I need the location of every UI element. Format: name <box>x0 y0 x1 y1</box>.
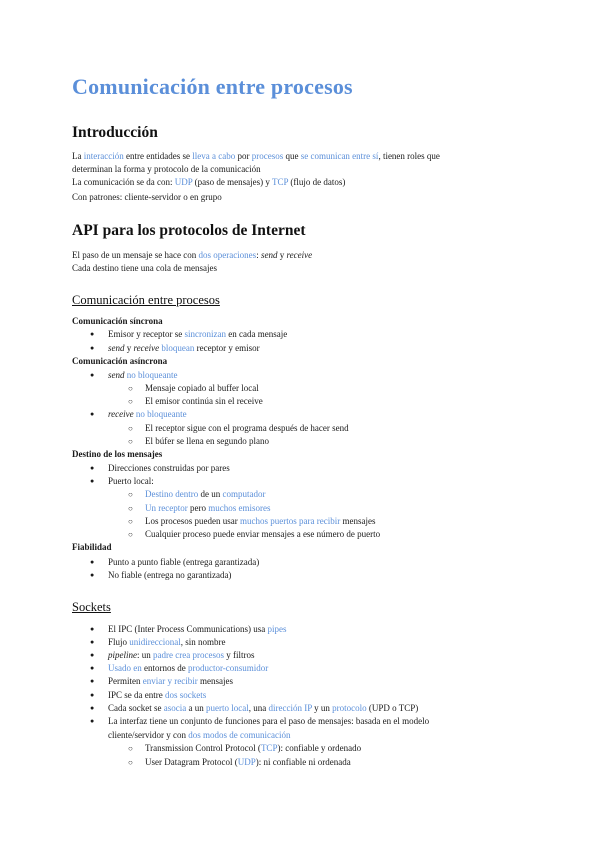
list-subitem: ○ El búfer se llena en segundo plano <box>145 435 269 448</box>
intro-line-1: La interacción entre entidades se lleva a cabo por procesos que se comunican entre sí, tienen roles que <box>72 151 440 161</box>
list-subitem: ○ Cualquier proceso puede enviar mensajes a ese número de puerto <box>145 528 380 541</box>
heading-sockets: Sockets <box>72 600 111 614</box>
list-item: ● send no bloqueante <box>108 369 178 382</box>
link-udp[interactable]: UDP <box>174 177 193 187</box>
list-subitem: ○ Un receptor pero muchos emisores <box>145 502 270 515</box>
link-lleva-a-cabo[interactable]: lleva a cabo <box>192 151 236 161</box>
list-subitem: ○ El emisor continúa sin el receive <box>145 395 263 408</box>
link-tcp[interactable]: TCP <box>271 177 289 187</box>
heading-api: API para los protocolos de Internet <box>72 222 306 239</box>
list-item: ● IPC se da entre dos sockets <box>108 689 206 702</box>
list-item: ● Usado en entornos de productor-consumidor <box>108 662 268 675</box>
section-sincrona: Comunicación síncrona <box>72 316 163 326</box>
list-subitem: ○ Mensaje copiado al buffer local <box>145 382 259 395</box>
list-item: ● Flujo unidireccional, sin nombre <box>108 636 226 649</box>
list-item: ● pipeline: un padre crea procesos y filtros <box>108 649 254 662</box>
list-item: ● receive no bloqueante <box>108 408 187 421</box>
list-item: ● La interfaz tiene un conjunto de funciones para el paso de mensajes: basada en el modelo <box>108 715 429 728</box>
heading-comunicacion: Comunicación entre procesos <box>72 293 220 307</box>
list-item: ● No fiable (entrega no garantizada) <box>108 569 231 582</box>
list-item: ● Puerto local: <box>108 475 154 488</box>
intro-line-4: Con patrones: cliente-servidor o en grupo <box>72 192 222 202</box>
intro-line-3: La comunicación se da con: UDP (paso de mensajes) y TCP (flujo de datos) <box>72 177 346 187</box>
intro-line-2: determinan la forma y protocolo de la comunicación <box>72 164 261 174</box>
list-item: ● Cada socket se asocia a un puerto local, una dirección IP y un protocolo (UPD o TCP) <box>108 702 418 715</box>
list-item: ● El IPC (Inter Process Communications) usa pipes <box>108 623 286 636</box>
section-asincrona: Comunicación asíncrona <box>72 356 168 366</box>
page-title: Comunicación entre procesos <box>72 74 353 99</box>
api-line-2: Cada destino tiene una cola de mensajes <box>72 263 217 273</box>
section-fiabilidad: Fiabilidad <box>72 542 112 552</box>
section-destino: Destino de los mensajes <box>72 449 163 459</box>
list-item: ● Permiten enviar y recibir mensajes <box>108 675 233 688</box>
list-subitem: ○ User Datagram Protocol (UDP): ni confiable ni ordenada <box>145 756 351 769</box>
heading-introduccion: Introducción <box>72 124 158 141</box>
link-se-comunican[interactable]: se comunican entre sí <box>300 151 379 161</box>
list-subitem: ○ Destino dentro de un computador <box>145 488 266 501</box>
api-line-1: El paso de un mensaje se hace con dos operaciones: send y receive <box>72 250 313 260</box>
list-item: ● Direcciones construidas por pares <box>108 462 230 475</box>
list-subitem: ○ El receptor sigue con el programa después de hacer send <box>145 422 349 435</box>
list-subitem: ○ Los procesos pueden usar muchos puertos para recibir mensajes <box>145 515 375 528</box>
list-subitem: ○ Transmission Control Protocol (TCP): confiable y ordenado <box>145 742 361 755</box>
list-item: ● send y receive bloquean receptor y emisor <box>108 342 260 355</box>
list-item: ● Punto a punto fiable (entrega garantizada) <box>108 556 259 569</box>
link-procesos[interactable]: procesos <box>251 151 284 161</box>
list-item: ● Emisor y receptor se sincronizan en cada mensaje <box>108 328 287 341</box>
link-dos-operaciones[interactable]: dos operaciones <box>198 250 257 260</box>
link-interaccion[interactable]: interacción <box>83 151 124 161</box>
list-item-continuation: cliente/servidor y con dos modos de comunicación <box>108 730 291 740</box>
